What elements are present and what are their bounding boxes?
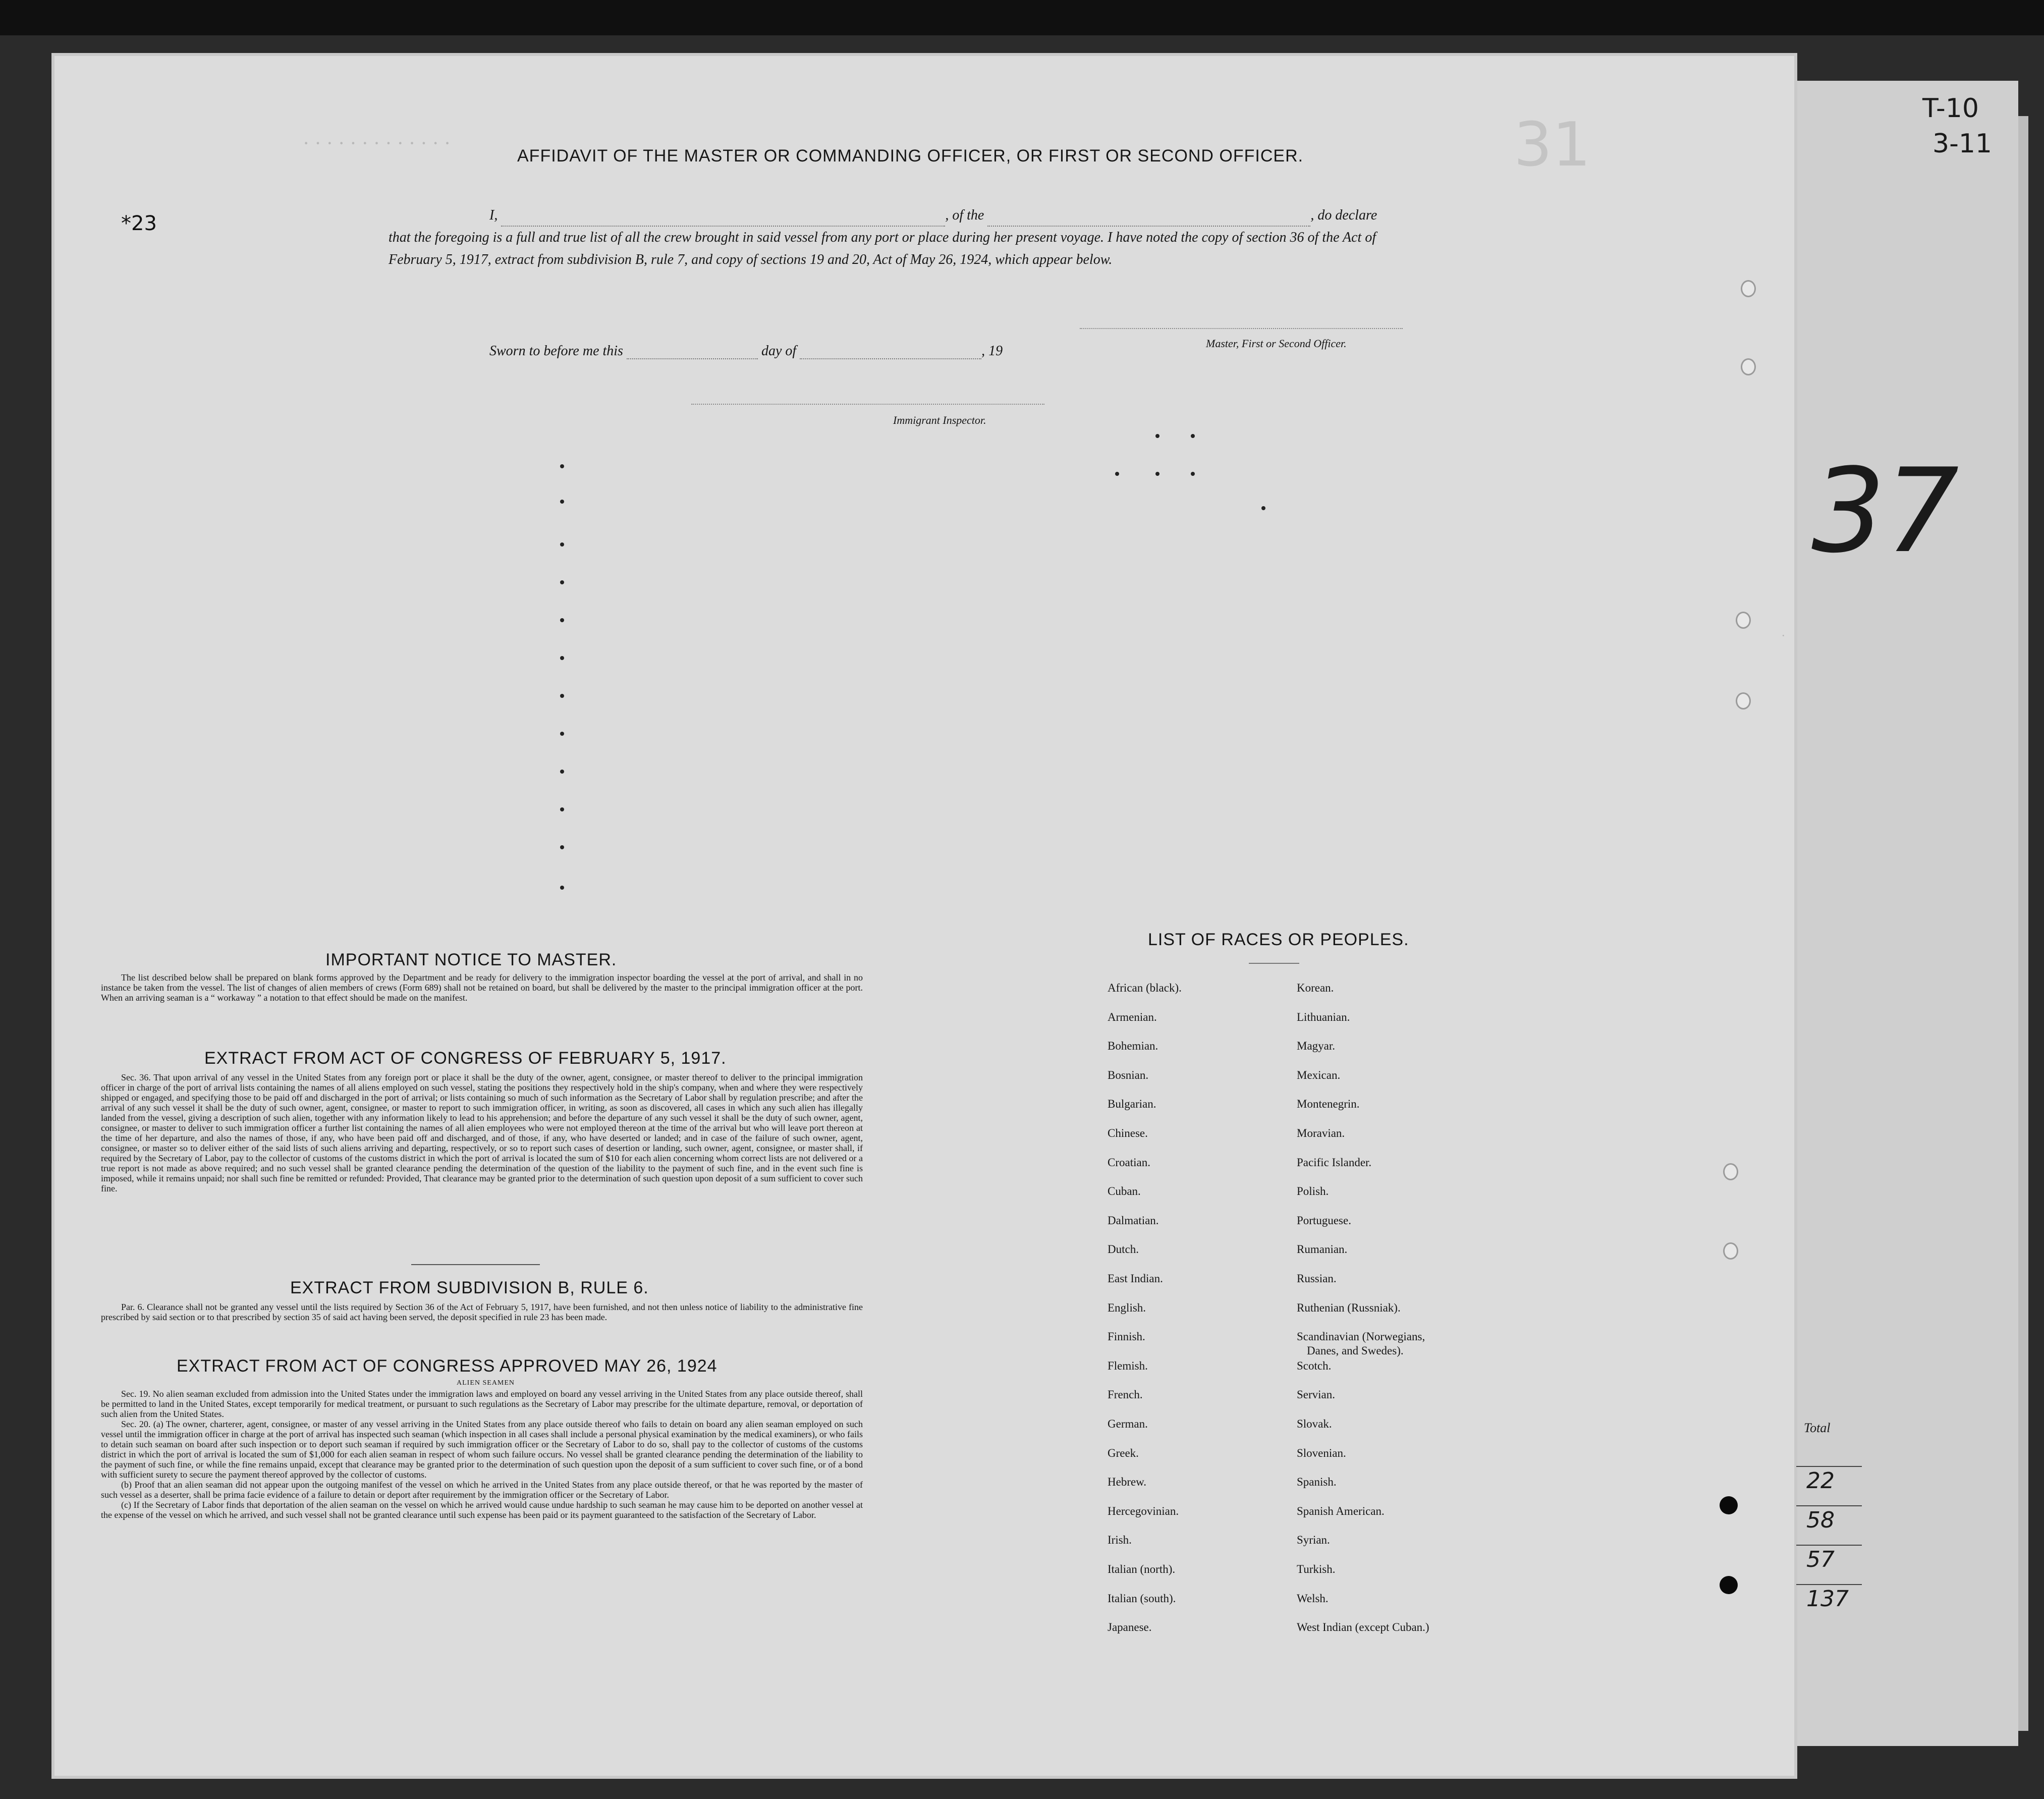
race-item: Servian. xyxy=(1297,1388,1336,1401)
sworn-line xyxy=(489,343,1003,359)
rule6-paragraph: Par. 6. Clearance shall not be granted any vessel until the lists required by Section 36 of the Act of February 5, 1917, have been furnished, and not then unless notice of liability to the administrative fine prescribed by said section or to that prescribed by section 35 of said act having been served, the deposit specified in rule 23 has been made. xyxy=(101,1302,863,1322)
section-divider xyxy=(411,1264,540,1265)
total-value: 57 xyxy=(1806,1547,1835,1572)
race-item: Bosnian. xyxy=(1108,1068,1149,1081)
race-item: Polish. xyxy=(1297,1185,1329,1198)
corner-note-2: 3-11 xyxy=(1932,129,1993,159)
scanner-edge xyxy=(0,0,2044,35)
stray-dot xyxy=(560,542,564,547)
affidavit-declaration xyxy=(389,204,1423,271)
sworn-year: , 19 xyxy=(981,343,1003,359)
race-item: Mexican. xyxy=(1297,1068,1341,1081)
extract-1917-text xyxy=(101,1072,863,1193)
total-box xyxy=(1796,1584,1862,1613)
race-item: African (black). xyxy=(1108,982,1182,994)
inspector-signature-label: Immigrant Inspector. xyxy=(893,414,986,426)
race-item: Russian. xyxy=(1297,1272,1337,1285)
race-item: Hercegovinian. xyxy=(1108,1504,1179,1517)
race-item: Korean. xyxy=(1297,982,1334,994)
stray-dot xyxy=(560,886,564,890)
total-box xyxy=(1796,1545,1862,1573)
sworn-prefix: Sworn to before me this xyxy=(489,343,623,359)
extract-1924-title: EXTRACT FROM ACT OF CONGRESS APPROVED MAY 26, 1924 xyxy=(177,1356,717,1376)
total-value: 58 xyxy=(1806,1507,1835,1533)
stray-dot xyxy=(1155,472,1159,476)
faint-page-number: 31 xyxy=(1514,110,1591,180)
left-margin-note: *23 xyxy=(121,212,157,235)
form-sheet xyxy=(51,53,1797,1779)
race-item: German. xyxy=(1108,1418,1148,1430)
alien-seamen-subtitle: ALIEN SEAMEN xyxy=(457,1379,515,1387)
race-item: Bulgarian. xyxy=(1108,1098,1156,1111)
sworn-month-blank[interactable] xyxy=(800,358,981,359)
stray-dot xyxy=(560,770,564,774)
decl-do-declare: , do declare xyxy=(1310,207,1377,223)
punch-hole xyxy=(1720,1496,1738,1514)
race-item: Scandinavian (Norwegians, xyxy=(1297,1330,1425,1343)
race-item: Irish. xyxy=(1108,1534,1132,1547)
race-item: Finnish. xyxy=(1108,1330,1145,1343)
stray-dot xyxy=(560,618,564,622)
extract-1917-title: EXTRACT FROM ACT OF CONGRESS OF FEBRUARY 5, 1917. xyxy=(204,1049,727,1068)
sec20a-paragraph: Sec. 20. (a) The owner, charterer, agent, consignee, or master of any vessel arriving in the United States from any place outside thereof who fails to detain on board any alien seaman employed on such vessel until the immigration officer in charge at the port of arrival has inspected such seaman (which inspection in all cases shall include a personal physical examination by the medical examiners), or who fails to detain such seaman on board after such inspection or to deport such seaman if required by such immigration officer or the Secretary of Labor to do so, shall pay to the collector of customs of the customs district in which the port of arrival is located the sum of $1,000 for each alien seaman in respect of whom such failure occurs. No vessel shall be granted clearance pending the determination of the liability to the payment of such fine, or while the fine remains unpaid, except that clearance may be granted prior to the determination of such question upon the deposit of a sum sufficient to cover such fine, or of a bond with sufficient surety to secure the payment thereof approved by the collector of customs. xyxy=(101,1419,863,1480)
race-item: West Indian (except Cuban.) xyxy=(1297,1621,1429,1634)
sec19-paragraph: Sec. 19. No alien seaman excluded from admission into the United States under the immigration laws and employed on board any vessel arriving in the United States from any place outside thereof, shall be permitted to land in the United States, except temporarily for medical treatment, or pursuant to such regulations as the Secretary of Labor may prescribe for the ultimate departure, removal, or deportation of such alien from the United States. xyxy=(101,1389,863,1419)
race-item: Scotch. xyxy=(1297,1359,1332,1372)
total-box xyxy=(1796,1505,1862,1534)
extract-rule6-text xyxy=(101,1302,863,1322)
race-item: East Indian. xyxy=(1108,1272,1163,1285)
race-item: Chinese. xyxy=(1108,1127,1148,1139)
notice-text xyxy=(101,972,863,1003)
stray-dot xyxy=(560,845,564,849)
race-item: Moravian. xyxy=(1297,1127,1345,1139)
race-item: Italian (north). xyxy=(1108,1563,1176,1575)
decl-of-the: , of the xyxy=(945,207,984,223)
sworn-day-of: day of xyxy=(761,343,797,359)
race-item: Dalmatian. xyxy=(1108,1214,1159,1227)
affidavit-title: AFFIDAVIT OF THE MASTER OR COMMANDING OFFICER, OR FIRST OR SECOND OFFICER. xyxy=(517,146,1304,166)
total-box xyxy=(1796,1466,1862,1495)
big-handwritten-number: 37 xyxy=(1811,444,1959,579)
total-value: 137 xyxy=(1806,1586,1849,1612)
stray-dot xyxy=(560,732,564,736)
master-signature-line[interactable] xyxy=(1080,328,1403,329)
race-item: Hebrew. xyxy=(1108,1476,1147,1489)
stray-dot xyxy=(1191,434,1195,438)
extract-rule6-title: EXTRACT FROM SUBDIVISION B, RULE 6. xyxy=(290,1278,649,1297)
race-item: Greek. xyxy=(1108,1446,1139,1459)
race-item: Turkish. xyxy=(1297,1563,1336,1575)
total-label: Total xyxy=(1804,1421,1831,1435)
race-item: Syrian. xyxy=(1297,1534,1330,1547)
binder-hole xyxy=(1723,1242,1738,1260)
stray-dot xyxy=(1191,472,1195,476)
race-item: Flemish. xyxy=(1108,1359,1148,1372)
stray-dot xyxy=(560,580,564,584)
total-value: 22 xyxy=(1806,1468,1835,1494)
stray-dot xyxy=(1261,506,1265,510)
race-item: Magyar. xyxy=(1297,1040,1336,1053)
race-item: Montenegrin. xyxy=(1297,1098,1360,1111)
race-item: Danes, and Swedes). xyxy=(1307,1344,1404,1357)
decl-i: I, xyxy=(489,207,498,223)
binder-hole xyxy=(1736,612,1751,629)
sec36-paragraph: Sec. 36. That upon arrival of any vessel in the United States from any foreign port or place it shall be the duty of the owner, agent, consignee, or master thereof to deliver to the principal immigration officer in charge of the port of arrival lists containing the names of all aliens employed on such vessel, stating the positions they respectively hold in the ship's company, when and where they were respectively shipped or engaged, and specifying those to be paid off and discharged in the port of arrival; or lists containing so much of such information as the Secretary of Labor shall by regulation prescribe; and after the arrival of any such vessel it shall be the duty of such owner, agent, consignee, or master to report to such immigration officer, in writing, as soon as discovered, all cases in which any such alien has illegally landed from the vessel, giving a description of such alien, together with any information likely to lead to his apprehension; and before the departure of any such vessel it shall be the duty of such owner, agent, consignee, or master to deliver to such immigration officer a further list containing the names of all alien employees who were not employed thereon at the time of the arrival but who will leave port thereon at the time of her departure, and also the names of those, if any, who have been paid off and discharged, and of those, if any, who have deserted or landed; and in case of the failure of such owner, agent, consignee, or master so to deliver either of the said lists of such aliens arriving and departing, respectively, or so to report such cases of desertion or landing, such owner, agent, consignee, or master shall, if required by the Secretary of Labor, pay to the collector of customs of the customs district in which the port of arrival is located the sum of $10 for each alien concerning whom correct lists are not delivered or a true report is not made as above required; and no such vessel shall be granted clearance pending the determination of the question of the liability to the payment of such fine, and in the event such fine is imposed, while it remains unpaid; nor shall such fine be remitted or refunded: Provided, That clearance may be granted prior to the determination of such question upon deposit of a sum sufficient to cover such fine. xyxy=(101,1072,863,1193)
notice-title: IMPORTANT NOTICE TO MASTER. xyxy=(325,950,617,969)
race-item: Bohemian. xyxy=(1108,1040,1158,1053)
binder-hole xyxy=(1736,692,1751,710)
sec20c-paragraph: (c) If the Secretary of Labor finds that deportation of the alien seaman on the vessel on which he arrived would cause undue hardship to such seaman he may cause him to be deported on another vessel at the expense of the vessel on which he arrived, and such vessel shall not be granted clearance until such expense has been paid or its payment guaranteed to the satisfaction of the Secretary of Labor. xyxy=(101,1500,863,1520)
extract-1924-text xyxy=(101,1389,863,1520)
sworn-day-blank[interactable] xyxy=(627,358,758,359)
bleed-through-column: · xyxy=(1781,628,1786,643)
race-item: Portuguese. xyxy=(1297,1214,1351,1227)
race-item: Cuban. xyxy=(1108,1185,1141,1198)
inspector-signature-line[interactable] xyxy=(691,404,1044,405)
master-signature-label: Master, First or Second Officer. xyxy=(1206,337,1347,350)
races-underline xyxy=(1249,963,1299,964)
races-title: LIST OF RACES OR PEOPLES. xyxy=(1148,930,1409,949)
corner-note-1: T-10 xyxy=(1922,93,1979,124)
race-item: Welsh. xyxy=(1297,1592,1329,1605)
stray-dot xyxy=(560,807,564,811)
binder-hole xyxy=(1723,1163,1738,1180)
race-item: Slovak. xyxy=(1297,1418,1332,1430)
race-item: Rumanian. xyxy=(1297,1243,1348,1256)
race-item: Armenian. xyxy=(1108,1010,1157,1023)
race-item: Spanish American. xyxy=(1297,1504,1385,1517)
bleed-through-title: · · · · · · · · · · · · · xyxy=(303,132,451,154)
race-item: Slovenian. xyxy=(1297,1446,1346,1459)
stray-dot xyxy=(560,656,564,660)
race-item: Lithuanian. xyxy=(1297,1010,1350,1023)
race-item: Japanese. xyxy=(1108,1621,1152,1634)
race-item: Italian (south). xyxy=(1108,1592,1176,1605)
stray-dot xyxy=(1155,434,1159,438)
stray-dot xyxy=(1115,472,1119,476)
stray-dot xyxy=(560,464,564,468)
race-item: English. xyxy=(1108,1301,1146,1314)
race-item: Spanish. xyxy=(1297,1476,1337,1489)
decl-body: that the foregoing is a full and true list of all the crew brought in said vessel from any port or place during her present voyage. I have noted the copy of section 36 of the Act of February 5, 1917, extract from subdivision B, rule 7, and copy of sections 19 and 20, Act of May 26, 1924, which appear below. xyxy=(389,230,1376,267)
race-item: Dutch. xyxy=(1108,1243,1139,1256)
binder-hole xyxy=(1741,358,1756,375)
race-item: Pacific Islander. xyxy=(1297,1156,1372,1169)
race-item: Ruthenian (Russniak). xyxy=(1297,1301,1401,1314)
binder-hole xyxy=(1741,280,1756,297)
race-item: French. xyxy=(1108,1388,1143,1401)
race-item: Croatian. xyxy=(1108,1156,1150,1169)
punch-hole xyxy=(1720,1576,1738,1594)
notice-paragraph: The list described below shall be prepared on blank forms approved by the Department and be ready for delivery to the immigration inspector boarding the vessel at the port of arrival, and shall in no instance be taken from the vessel. The list of changes of alien members of crews (Form 689) shall not be retained on board, but shall be delivered by the master to the principal immigration officer at the port. When an arriving seaman is a “ workaway ” a notation to that effect should be made on the manifest. xyxy=(101,972,863,1003)
sec20b-paragraph: (b) Proof that an alien seaman did not appear upon the outgoing manifest of the vessel on which he arrived in the United States from any place outside thereof, or that he was reported by the master of such vessel as a deserter, shall be prima facie evidence of a failure to detain or deport after requirement by the immigration officer or the Secretary of Labor. xyxy=(101,1480,863,1500)
stray-dot xyxy=(560,694,564,698)
stray-dot xyxy=(560,500,564,504)
